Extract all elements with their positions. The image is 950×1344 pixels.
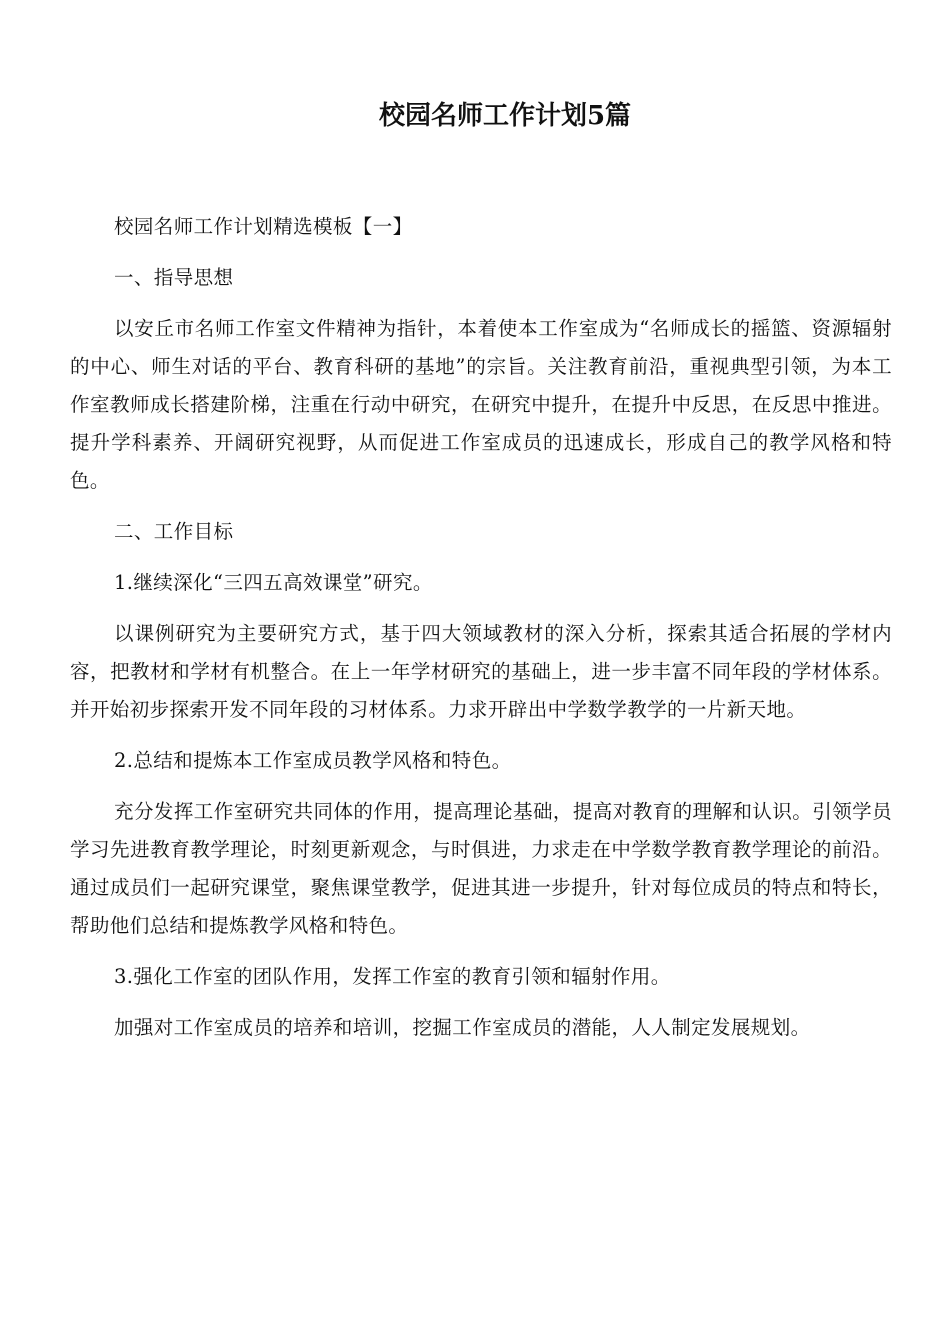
section-heading: 3.强化工作室的团队作用，发挥工作室的教育引领和辐射作用。 xyxy=(114,965,671,988)
document-title: 校园名师工作计划5篇 xyxy=(378,101,632,131)
body-paragraph: 以课例研究为主要研究方式，基于四大领域教材的深入分析，探索其适合拓展的学材内容，把教材和学材有机整合。在上一年学材研究的基础上，进一步丰富不同年段的学材体系。并开始初步探索开发不同年段的习材体系。力求开辟出中学数学教学的一片新天地。 xyxy=(70,622,892,721)
document-body xyxy=(70,208,892,1060)
section-heading: 二、工作目标 xyxy=(114,520,234,543)
section-heading: 1.继续深化“三四五高效课堂”研究。 xyxy=(114,571,433,594)
section-heading: 2.总结和提炼本工作室成员教学风格和特色。 xyxy=(114,749,512,772)
section-heading: 一、指导思想 xyxy=(114,266,234,289)
section-heading: 校园名师工作计划精选模板【一】 xyxy=(114,215,413,238)
body-paragraph: 加强对工作室成员的培养和培训，挖掘工作室成员的潜能，人人制定发展规划。 xyxy=(114,1016,811,1039)
body-paragraph: 充分发挥工作室研究共同体的作用，提高理论基础，提高对教育的理解和认识。引领学员学习先进教育教学理论，时刻更新观念，与时俱进，力求走在中学数学教育教学理论的前沿。通过成员们一起研究课堂，聚焦课堂教学，促进其进一步提升，针对每位成员的特点和特长，帮助他们总结和提炼教学风格和特色。 xyxy=(70,800,892,937)
body-paragraph: 以安丘市名师工作室文件精神为指针，本着使本工作室成为“名师成长的摇篮、资源辐射的中心、师生对话的平台、教育科研的基地”的宗旨。关注教育前沿，重视典型引领，为本工作室教师成长搭建阶梯，注重在行动中研究，在研究中提升，在提升中反思，在反思中推进。提升学科素养、开阔研究视野，从而促进工作室成员的迅速成长，形成自己的教学风格和特色。 xyxy=(70,317,892,492)
